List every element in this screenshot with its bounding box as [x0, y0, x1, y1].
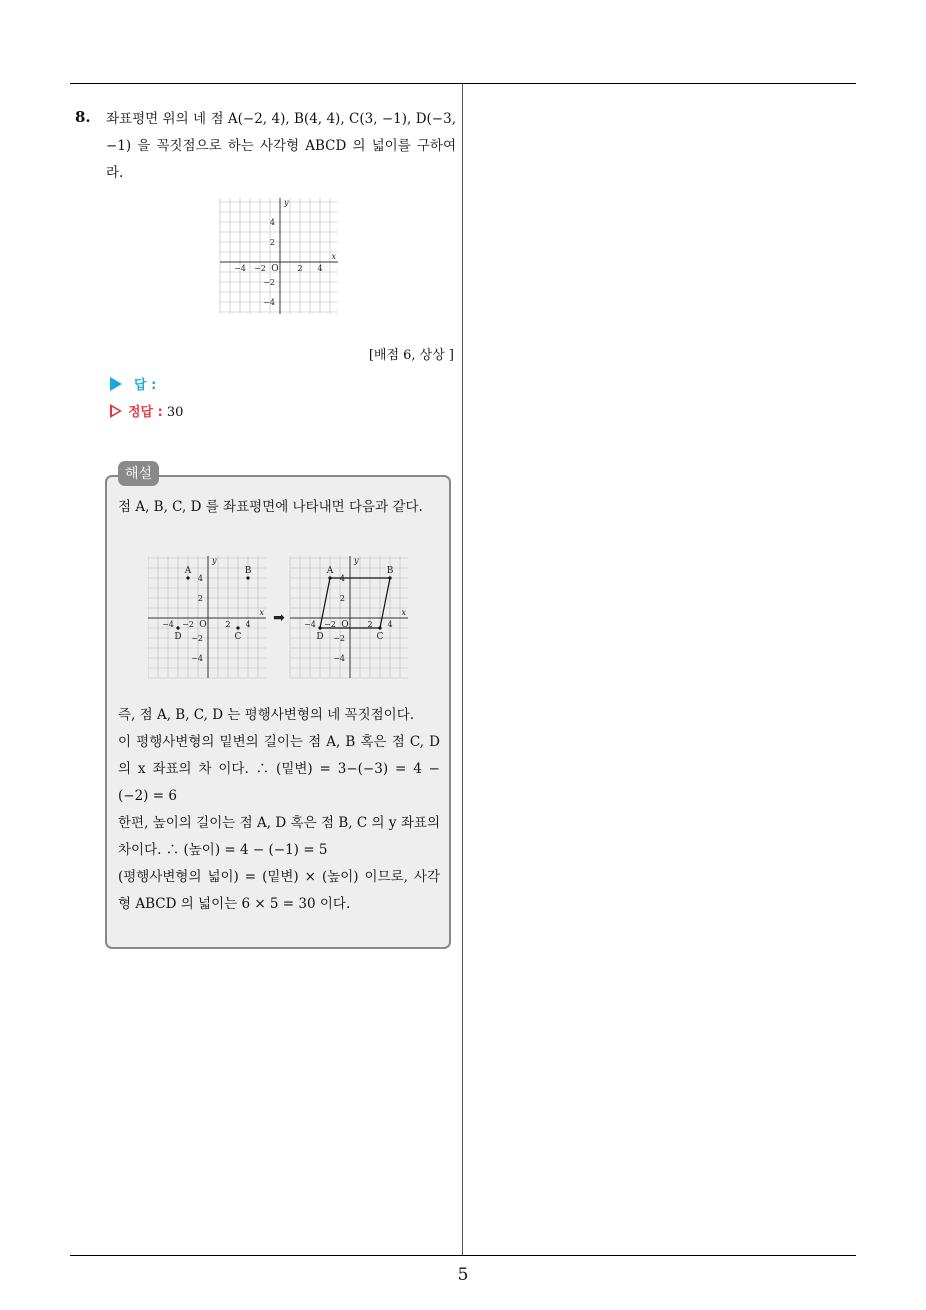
- coordinate-grid: [290, 556, 408, 678]
- point-c: [236, 626, 239, 629]
- point-label: B: [386, 566, 394, 576]
- correct-answer-label: 정답 :: [128, 405, 163, 420]
- explanation-paragraph: (평행사변형의 넓이) = (밑변) × (높이) 이므로, 사각형 ABCD 의 넓이는 6 × 5 = 30 이다.: [118, 869, 440, 912]
- x-tick-label: −4: [234, 264, 246, 273]
- x-tick-label: −2: [254, 264, 266, 273]
- y-tick-label: 2: [197, 594, 203, 603]
- x-axis-label: x: [259, 608, 264, 617]
- question-text: 좌표평면 위의 네 점 A(−2, 4), B(4, 4), C(3, −1), D(−3, −1) 을 꼭짓점으로 하는 사각형 ABCD 의 넓이를 구하여라.: [106, 111, 456, 181]
- point-label: A: [184, 566, 192, 576]
- explanation-paragraph: 이 평행사변형의 밑변의 길이는 점 A, B 혹은 점 C, D 의 x 좌표의 차 이다. ∴ (밑변) = 3−(−3) = 4 − (−2) = 6: [118, 734, 440, 804]
- origin-label: O: [199, 620, 207, 630]
- y-tick-label: 4: [339, 574, 345, 583]
- point-b: [246, 576, 249, 579]
- x-tick-label: 4: [245, 620, 251, 629]
- x-tick-label: 2: [225, 620, 231, 629]
- point-label: D: [174, 632, 182, 642]
- point-a: [328, 576, 331, 579]
- x-axis-label: x: [401, 608, 406, 617]
- point-label: D: [316, 632, 324, 642]
- x-axis-label: x: [331, 252, 336, 261]
- x-tick-label: −4: [162, 620, 174, 629]
- explanation-figures: [148, 556, 412, 680]
- y-tick-label: 4: [197, 574, 203, 583]
- y-tick-label: 2: [269, 238, 275, 247]
- correct-answer-row: [110, 401, 183, 420]
- outline-triangle-icon: [110, 404, 122, 418]
- origin-label: O: [271, 264, 279, 274]
- y-tick-label: −2: [191, 634, 203, 643]
- question-coordinate-grid: [218, 196, 342, 318]
- right-arrow-icon: ➡: [273, 610, 285, 626]
- explanation-paragraph: 한편, 높이의 길이는 점 A, D 혹은 점 B, C 의 y 좌표의 차이다. ∴ (높이) = 4 − (−1) = 5: [118, 815, 440, 858]
- x-tick-label: −2: [324, 620, 336, 629]
- point-d: [318, 626, 321, 629]
- y-tick-label: −2: [333, 634, 345, 643]
- coordinate-grid: [220, 198, 338, 314]
- point-a: [186, 576, 189, 579]
- x-tick-label: 4: [317, 264, 323, 273]
- explanation-body: [118, 702, 440, 918]
- x-tick-label: −2: [182, 620, 194, 629]
- y-tick-label: −2: [263, 278, 275, 287]
- x-tick-label: 2: [297, 264, 303, 273]
- origin-label: O: [341, 620, 349, 630]
- point-label: C: [376, 632, 384, 642]
- x-tick-label: 4: [387, 620, 393, 629]
- point-b: [388, 576, 391, 579]
- explanation-paragraph: 즉, 점 A, B, C, D 는 평행사변형의 네 꼭짓점이다.: [118, 707, 415, 723]
- answer-label: 답 :: [134, 378, 157, 393]
- coordinate-grid: [148, 556, 266, 678]
- y-tick-label: 2: [339, 594, 345, 603]
- score-tag: [배점 6, 상상 ]: [368, 348, 454, 363]
- y-tick-label: −4: [191, 654, 203, 663]
- answer-row: [110, 374, 156, 393]
- page-number: 5: [457, 1265, 469, 1285]
- point-label: B: [244, 566, 252, 576]
- y-tick-label: −4: [333, 654, 345, 663]
- y-tick-label: −4: [263, 298, 275, 307]
- bottom-rule: [70, 1255, 856, 1256]
- play-triangle-icon: [110, 377, 122, 391]
- question-number: 8.: [75, 108, 91, 126]
- point-d: [176, 626, 179, 629]
- x-tick-label: 2: [367, 620, 373, 629]
- explanation-tag: 해설: [118, 461, 159, 486]
- column-divider: [462, 84, 463, 1256]
- x-tick-label: −4: [304, 620, 316, 629]
- correct-answer-value: 30: [166, 405, 184, 420]
- explanation-intro: 점 A, B, C, D 를 좌표평면에 나타내면 다음과 같다.: [118, 499, 423, 515]
- point-c: [378, 626, 381, 629]
- y-axis-label: y: [354, 556, 359, 565]
- y-axis-label: y: [284, 198, 289, 207]
- top-rule: [70, 83, 856, 84]
- y-tick-label: 4: [269, 218, 275, 227]
- point-label: A: [326, 566, 334, 576]
- point-label: C: [234, 632, 242, 642]
- y-axis-label: y: [212, 556, 217, 565]
